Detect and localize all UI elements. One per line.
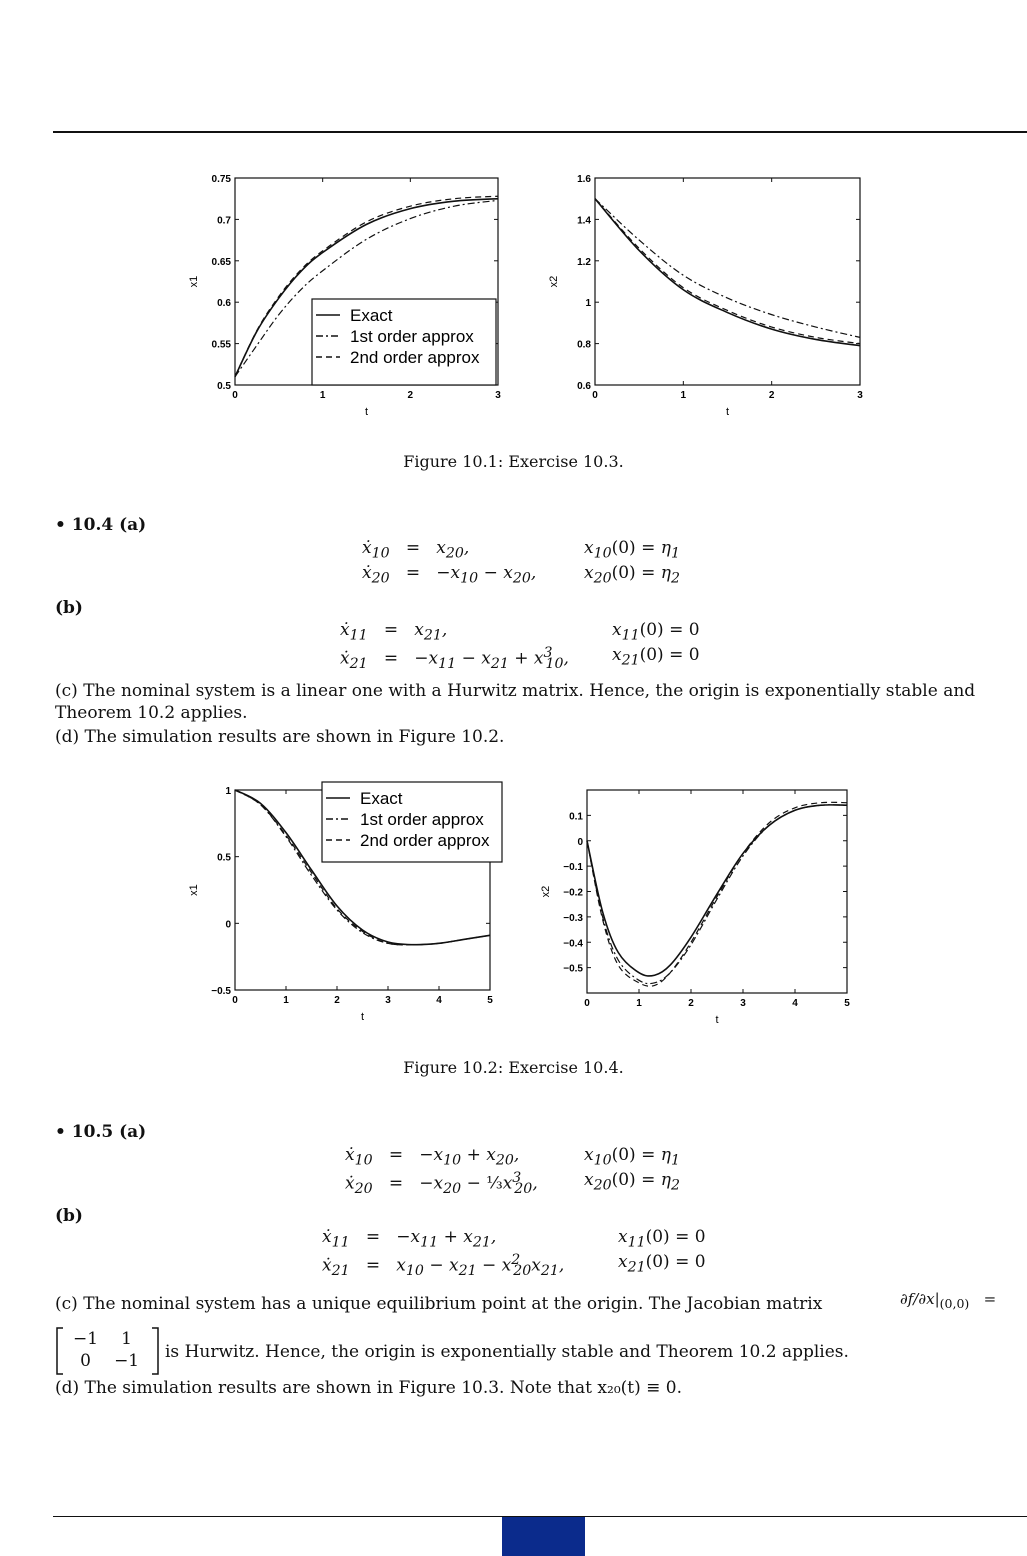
x-tick-label: 4: [436, 995, 442, 1006]
series-line-exact: [587, 805, 847, 976]
x-tick-label: 0: [584, 998, 590, 1009]
ex105-part-c-2: is Hurwitz. Hence, the origin is exponentially stable and Theorem 10.2 applies.: [165, 1342, 849, 1362]
matrix-cell: 0: [80, 1351, 91, 1371]
y-axis-label: x1: [188, 884, 200, 896]
ex104-eq-a1: ẋ$_{10}$ = $x_{20}$,: [362, 538, 470, 562]
x-tick-label: 1: [680, 390, 687, 401]
x-tick-label: 0: [232, 390, 238, 401]
y-tick-label: 0: [225, 919, 231, 931]
ex105-ic-b2: $x_{21}(0) = 0$: [618, 1252, 706, 1276]
y-tick-label: 0.5: [217, 381, 231, 392]
ex105-ic-b1: $x_{11}(0) = 0$: [618, 1227, 706, 1251]
y-tick-label: 1: [225, 786, 231, 797]
ex105-eq-b1: ẋ$_{11}$ = $-x_{11} + x_{21}$,: [322, 1227, 497, 1251]
x-tick-label: 1: [319, 390, 326, 401]
x-tick-label: 3: [857, 390, 863, 401]
ex105-b-label: (b): [55, 1206, 83, 1226]
x-tick-label: 1: [283, 995, 289, 1006]
x-tick-label: 0: [232, 995, 238, 1006]
ex105-ic-a1: $x_{10}(0) = \eta_1$: [584, 1145, 680, 1169]
fig2-left-plot: [190, 778, 510, 1038]
series-line-1st-order-approx: [595, 199, 860, 338]
y-tick-label: −0.3: [563, 912, 583, 924]
x-tick-label: 3: [740, 998, 746, 1009]
ex104-ic-b2: $x_{21}(0) = 0$: [612, 645, 700, 669]
ex104-ic-a2: $x_{20}(0) = \eta_2$: [584, 563, 680, 587]
y-tick-label: 0.8: [577, 339, 591, 351]
x-tick-label: 4: [792, 998, 798, 1009]
header-rule: [53, 131, 1027, 133]
series-line-exact: [595, 199, 860, 346]
legend-label: Exact: [350, 306, 393, 325]
x-axis-label: t: [715, 1014, 719, 1026]
ex104-eq-b1: ẋ$_{11}$ = $x_{21}$,: [340, 620, 448, 644]
ex104-eq-a2: ẋ$_{20}$ = $-x_{10} - x_{20}$,: [362, 563, 537, 587]
x-axis-label: t: [725, 406, 730, 418]
matrix-cell: 1: [121, 1329, 132, 1349]
ex105-ic-a2: $x_{20}(0) = \eta_2$: [584, 1170, 680, 1194]
x-tick-label: 5: [487, 995, 493, 1006]
y-tick-label: 1.2: [577, 256, 591, 268]
figure-10-2-caption: Figure 10.2: Exercise 10.4.: [403, 1058, 624, 1077]
jacobian-expression: $\partial f/\partial x|_{(0,0)}$ =: [900, 1290, 997, 1311]
y-tick-label: 1.6: [577, 174, 591, 185]
legend-label: 1st order approx: [350, 327, 474, 346]
x-tick-label: 2: [768, 390, 775, 401]
y-tick-label: −0.4: [563, 938, 583, 950]
y-tick-label: 0.1: [569, 811, 583, 823]
y-tick-label: −0.5: [563, 963, 583, 975]
matrix-cell: −1: [114, 1351, 140, 1371]
ex104-heading: • 10.4 (a): [55, 515, 147, 535]
y-axis-label: x2: [548, 275, 560, 288]
figure-10-1-caption: Figure 10.1: Exercise 10.3.: [403, 452, 624, 471]
y-tick-label: 0: [577, 836, 583, 848]
ex104-b-label: (b): [55, 598, 83, 618]
x-axis-label: t: [364, 406, 369, 418]
ex105-heading: • 10.5 (a): [55, 1122, 147, 1142]
x-tick-label: 0: [592, 390, 598, 401]
x-tick-label: 2: [334, 995, 340, 1006]
y-tick-label: −0.2: [563, 887, 583, 899]
y-tick-label: 0.5: [217, 852, 231, 864]
x-axis-label: t: [360, 1011, 365, 1023]
y-tick-label: 0.75: [211, 174, 231, 185]
ex105-part-c-1: (c) The nominal system has a unique equilibrium point at the origin. The Jacobian matrix: [55, 1294, 823, 1314]
ex104-eq-b2: ẋ$_{21}$ = $-x_{11} - x_{21} + x^3_{10}$,: [340, 645, 569, 673]
y-tick-label: 0.6: [217, 298, 231, 310]
legend-label: 1st order approx: [360, 810, 484, 829]
y-tick-label: 1: [585, 298, 591, 310]
plot-frame: [595, 178, 860, 385]
ex105-eq-a2: ẋ$_{20}$ = $-x_{20}$ − $\frac{1}{3}x^3_{20}$,: [345, 1170, 538, 1198]
y-tick-label: −0.5: [211, 986, 231, 997]
fig1-left-plot: [190, 168, 510, 428]
series-line-2nd-order-approx: [595, 199, 860, 344]
x-tick-label: 1: [636, 998, 642, 1009]
x-tick-label: 5: [844, 998, 850, 1009]
x-tick-label: 2: [407, 390, 414, 401]
ex104-part-c: (c) The nominal system is a linear one with a Hurwitz matrix. Hence, the origin is exponentially stable and Theorem 10.2 applies.: [55, 681, 976, 723]
ex105-eq-b2: ẋ$_{21}$ = $x_{10} - x_{21} - x^2_{20}x_{21}$,: [322, 1252, 565, 1280]
ex104-ic-a1: $x_{10}(0) = \eta_1$: [584, 538, 680, 562]
legend-label: 2nd order approx: [360, 831, 490, 850]
x-tick-label: 3: [495, 390, 501, 401]
fig1-right-plot: [550, 168, 870, 428]
ex104-part-d: (d) The simulation results are shown in Figure 10.2.: [55, 727, 505, 747]
x-tick-label: 3: [385, 995, 391, 1006]
y-tick-label: 0.65: [211, 256, 231, 268]
ex105-part-d: (d) The simulation results are shown in Figure 10.3. Note that x₂₀(t) ≡ 0.: [55, 1378, 682, 1398]
x-tick-label: 2: [688, 998, 694, 1009]
y-axis-label: x1: [188, 275, 200, 288]
y-tick-label: 1.4: [577, 215, 591, 227]
ex105-eq-a1: ẋ$_{10}$ = $-x_{10} + x_{20}$,: [345, 1145, 520, 1169]
fig2-right-plot: [535, 778, 865, 1038]
page-tab: [502, 1517, 585, 1556]
y-tick-label: 0.6: [577, 381, 591, 392]
y-axis-label: x2: [540, 885, 552, 898]
y-tick-label: −0.1: [563, 862, 583, 874]
y-tick-label: 0.55: [211, 339, 231, 351]
legend-label: 2nd order approx: [350, 348, 480, 367]
legend-label: Exact: [360, 789, 403, 808]
y-tick-label: 0.7: [217, 215, 231, 227]
ex104-ic-b1: $x_{11}(0) = 0$: [612, 620, 700, 644]
matrix-cell: −1: [73, 1329, 99, 1349]
